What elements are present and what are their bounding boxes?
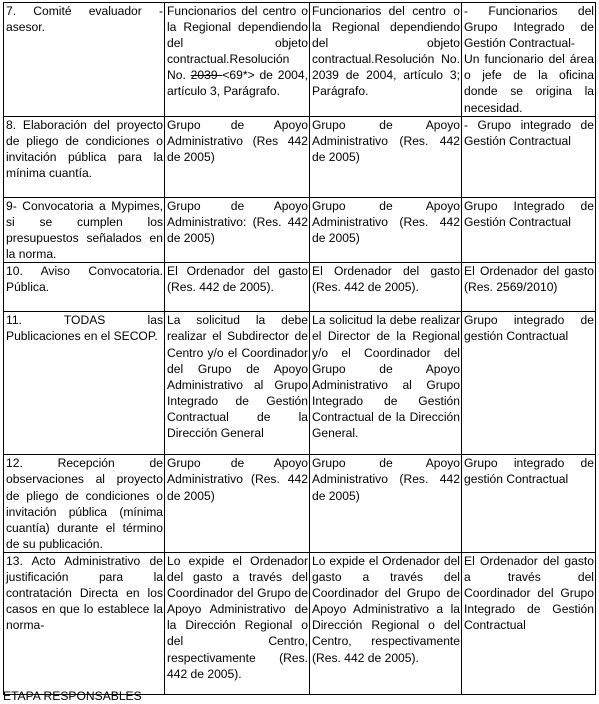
responsible-cell: Grupo integrado de gestión Contractual xyxy=(462,455,596,553)
responsibility-table xyxy=(3,2,596,695)
stage-cell: 13. Acto Administrativo de justificación para la contratación Directa en los casos en que lo establece la norma- xyxy=(4,552,165,694)
responsible-cell: Grupo de Apoyo Administrativo (Res. 442 de 2005) xyxy=(310,117,462,198)
responsible-cell: Grupo de Apoyo Administrativo: (Res. 442 de 2005) xyxy=(165,198,310,263)
responsible-cell: - Grupo integrado de Gestión Contractual xyxy=(462,117,596,198)
table-row xyxy=(4,552,596,694)
table-row xyxy=(4,263,596,312)
responsible-cell: Grupo de Apoyo Administrativo (Res. 442 de 2005) xyxy=(310,198,462,263)
struck-text: 2039 xyxy=(190,68,223,83)
responsible-cell: Grupo de Apoyo Administrativo (Res. 442 de 2005) xyxy=(165,455,310,553)
responsible-cell: La solicitud la debe realizar el Subdirector de Centro y/o el Coordinador del Grupo de Apoyo Administrativo al Grupo Integrado de Gestión Contractual de la Dirección General xyxy=(165,312,310,455)
responsible-cell: El Ordenador del gasto (Res. 2569/2010) xyxy=(462,263,596,312)
responsible-cell: El Ordenador del gasto (Res. 442 de 2005). xyxy=(165,263,310,312)
responsible-cell: La solicitud la debe realizar el Director de la Regional y/o el Coordinador del Grupo de Apoyo Administrativo al Grupo Integrado de Gestión Contractual de la Dirección General. xyxy=(310,312,462,455)
stage-cell: 8. Elaboración del proyecto de pliego de condiciones o invitación pública para la mínima cuantía. xyxy=(4,117,165,198)
responsible-cell: Lo expide el Ordenador del gasto a través del Coordinador del Grupo de Apoyo Administrativo a la Dirección Regional o del Centro, respectivamente (Res. 442 de 2005). xyxy=(310,552,462,694)
responsible-cell: Grupo de Apoyo Administrativo (Res. 442 de 2005) xyxy=(310,455,462,553)
stage-cell: 10. Aviso Convocatoria. Pública. xyxy=(4,263,165,312)
responsible-cell: El Ordenador del gasto a través del Coordinador del Grupo Integrado de Gestión Contractual xyxy=(462,552,596,694)
table-row xyxy=(4,455,596,553)
responsible-cell: Grupo integrado de gestión Contractual xyxy=(462,312,596,455)
table-row xyxy=(4,312,596,455)
responsible-cell: Grupo Integrado de Gestión Contractual xyxy=(462,198,596,263)
footer-partial-text: ETAPA RESPONSABLES xyxy=(3,689,142,703)
document-page xyxy=(3,2,596,695)
responsible-cell: Funcionarios del centro o la Regional dependiendo del objeto contractual.Resolución No. 2039 de 2004, artículo 3; Parágrafo. xyxy=(310,3,462,117)
table-row xyxy=(4,3,596,117)
stage-cell: 11. TODAS las Publicaciones en el SECOP. xyxy=(4,312,165,455)
stage-cell: 12. Recepción de observaciones al proyecto de pliego de condiciones o invitación pública (mínima cuantía) durante el término de su publicación. xyxy=(4,455,165,553)
responsible-cell: El Ordenador del gasto (Res. 442 de 2005). xyxy=(310,263,462,312)
table-row xyxy=(4,117,596,198)
responsible-cell: - Funcionarios del Grupo Integrado de Gestión Contractual- Un funcionario del área o jefe de la oficina donde se origina la necesidad. xyxy=(462,3,596,117)
responsible-cell: Funcionarios del centro o la Regional dependiendo del objeto contractual.Resolución No. 2039 <69*> de 2004, artículo 3, Parágrafo. xyxy=(165,3,310,117)
responsible-cell: Grupo de Apoyo Administrativo (Res 442 de 2005) xyxy=(165,117,310,198)
responsible-cell: Lo expide el Ordenador del gasto a través del Coordinador del Grupo de Apoyo Administrativo de la Dirección Regional o del Centro, respectivamente (Res. 442 de 2005). xyxy=(165,552,310,694)
stage-cell: 9- Convocatoria a Mypimes, si se cumplen los presupuestos señalados en la norma. xyxy=(4,198,165,263)
table-row xyxy=(4,198,596,263)
stage-cell: 7. Comité evaluador - asesor. xyxy=(4,3,165,117)
